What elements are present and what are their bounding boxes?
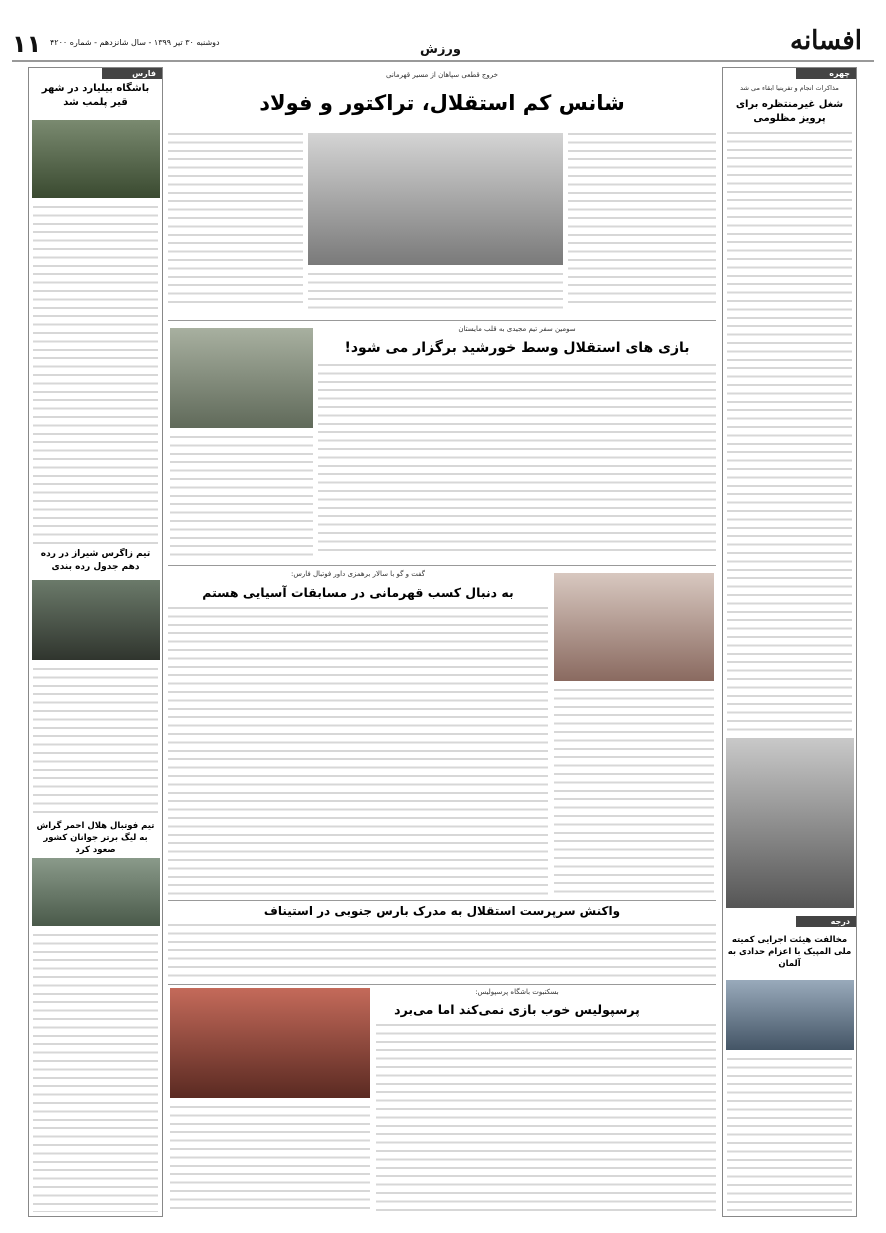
billiard-photo (32, 120, 160, 198)
right-column-tag2: درجه (796, 916, 856, 927)
story4-body (168, 922, 716, 980)
story-referee-interview (168, 567, 716, 897)
right-title2: مخالفت هیئت اجرایی کمیته ملی المپیک با اعزام حدادی به آلمان (727, 935, 852, 969)
right-story2-body (727, 1056, 852, 1212)
page-number: ۱۱ (12, 30, 42, 58)
page-header (0, 0, 886, 60)
right-story-body (727, 130, 852, 735)
story5-kicker: بسکتبوت باشگاه پرسپولیس: (475, 988, 559, 996)
story3-title: به دنبال کسب قهرمانی در مسابقات آسیایی هستم (202, 585, 514, 600)
header-rule (12, 60, 874, 62)
section-title: ورزش (420, 42, 461, 57)
left-story1-body (33, 204, 158, 544)
story5-body (376, 1022, 716, 1214)
haddadi-photo (726, 980, 854, 1050)
story2-title: بازی های استقلال وسط خورشید برگزار می شود! (344, 340, 690, 356)
lead-story (168, 67, 716, 317)
right-kicker: مذاکرات انجام و تفرینیا ابقاء می شد (740, 84, 839, 92)
left-story3-body (33, 932, 158, 1212)
story-esteghlal-sun (168, 322, 716, 562)
left-story3-title: تیم فوتبال هلال احمر گراش به لیگ برتر جوانان کشور صعود کرد (36, 821, 155, 855)
masthead-logo: افسانه (790, 26, 862, 56)
lead-match-photo (308, 133, 563, 265)
date-line: دوشنبه ۳۰ تیر ۱۳۹۹ - سال شانزدهم - شماره ۴۲۰۰ (50, 38, 220, 47)
left-story2-title: تیم زاگرس شیراز در رده دهم جدول رده بندی (40, 549, 151, 572)
story3-body-right (554, 687, 714, 895)
story2-kicker: سومین سفر تیم مجیدی به قلب مایستان (458, 325, 576, 333)
zagros-team-photo (32, 580, 160, 660)
left-story1-title: باشگاه بیلیارد در شهر قیر پلمب شد (41, 83, 150, 108)
story-perspolis (168, 986, 716, 1217)
divider-3 (168, 900, 716, 901)
lead-kicker: خروج قطعی سپاهان از مسیر قهرمانی (386, 71, 498, 79)
divider-1 (168, 320, 716, 321)
story-bars-jonoubi (168, 902, 716, 982)
right-column-tag: چهره (796, 68, 856, 79)
right-column (722, 67, 857, 1217)
story3-body (168, 605, 548, 895)
left-column-tag: فارس (102, 68, 162, 79)
divider-2 (168, 565, 716, 566)
story3-kicker: گفت و گو با سالار برهمزی داور فوتبال فارس: (290, 570, 426, 578)
lead-body-bottom (308, 271, 563, 311)
story4-title: واکنش سرپرست استقلال به مدرک بارس جنوبی در استیناف (263, 904, 621, 918)
story5-body-left (170, 1104, 370, 1214)
lead-body-left (168, 131, 303, 307)
left-column (28, 67, 163, 1217)
perspolis-players-photo (170, 988, 370, 1098)
divider-4 (168, 984, 716, 985)
helal-ahmar-team-photo (32, 858, 160, 926)
left-story2-body (33, 666, 158, 816)
story2-body-left (170, 434, 313, 557)
right-title: شغل غیرمنتظره برای پرویز مظلومی (735, 99, 844, 124)
story5-title: پرسپولیس خوب بازی نمی‌کند اما می‌برد (394, 1002, 640, 1017)
lead-title: شانس کم استقلال، تراکتور و فولاد (259, 91, 625, 115)
stadium-stands-photo (170, 328, 313, 428)
mazloumi-photo (726, 738, 854, 908)
referee-photo (554, 573, 714, 681)
story2-body (318, 362, 716, 557)
lead-body-right (568, 131, 716, 307)
